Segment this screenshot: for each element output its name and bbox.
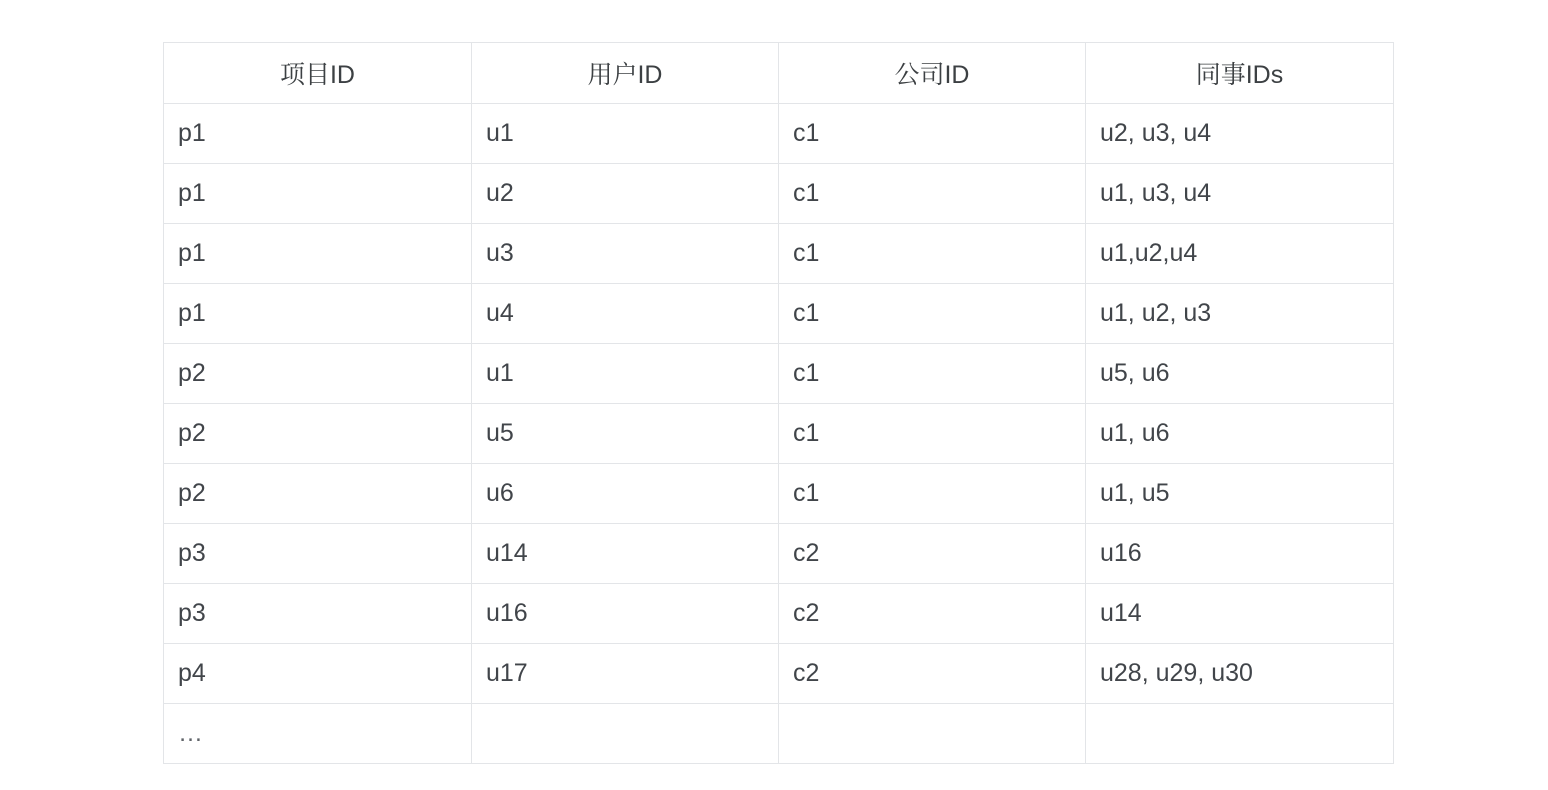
cell-project-id: p1 bbox=[164, 284, 472, 344]
table-row bbox=[164, 644, 1394, 704]
cell-company-id: c2 bbox=[779, 584, 1086, 644]
cell-project-id: p3 bbox=[164, 584, 472, 644]
cell-company-id: c1 bbox=[779, 224, 1086, 284]
table-row bbox=[164, 464, 1394, 524]
table-header-row bbox=[164, 43, 1394, 104]
column-header-user-id: 用户ID bbox=[472, 43, 779, 104]
cell-user-id: u2 bbox=[472, 164, 779, 224]
cell-company-id: c1 bbox=[779, 404, 1086, 464]
cell-project-id: p1 bbox=[164, 164, 472, 224]
cell-project-id: p1 bbox=[164, 104, 472, 164]
table-body bbox=[164, 104, 1394, 764]
column-header-company-id: 公司ID bbox=[779, 43, 1086, 104]
cell-project-id: p4 bbox=[164, 644, 472, 704]
table-row bbox=[164, 704, 1394, 764]
cell-company-id bbox=[779, 704, 1086, 764]
cell-user-id bbox=[472, 704, 779, 764]
cell-colleague-ids: u1, u5 bbox=[1086, 464, 1394, 524]
cell-user-id: u5 bbox=[472, 404, 779, 464]
table-row bbox=[164, 344, 1394, 404]
cell-project-id: p1 bbox=[164, 224, 472, 284]
table-header bbox=[164, 43, 1394, 104]
cell-colleague-ids: u28, u29, u30 bbox=[1086, 644, 1394, 704]
cell-colleague-ids: u2, u3, u4 bbox=[1086, 104, 1394, 164]
table-row bbox=[164, 524, 1394, 584]
cell-project-id: p3 bbox=[164, 524, 472, 584]
cell-company-id: c1 bbox=[779, 464, 1086, 524]
cell-user-id: u3 bbox=[472, 224, 779, 284]
cell-colleague-ids: u1, u6 bbox=[1086, 404, 1394, 464]
cell-user-id: u1 bbox=[472, 344, 779, 404]
data-table bbox=[163, 42, 1394, 764]
cell-user-id: u17 bbox=[472, 644, 779, 704]
table-row bbox=[164, 584, 1394, 644]
cell-project-id: p2 bbox=[164, 464, 472, 524]
cell-colleague-ids: u5, u6 bbox=[1086, 344, 1394, 404]
cell-project-id: p2 bbox=[164, 344, 472, 404]
cell-colleague-ids bbox=[1086, 704, 1394, 764]
cell-colleague-ids: u1,u2,u4 bbox=[1086, 224, 1394, 284]
cell-project-id: p2 bbox=[164, 404, 472, 464]
cell-company-id: c2 bbox=[779, 644, 1086, 704]
table-row bbox=[164, 284, 1394, 344]
cell-colleague-ids: u14 bbox=[1086, 584, 1394, 644]
table-row bbox=[164, 224, 1394, 284]
cell-company-id: c1 bbox=[779, 284, 1086, 344]
table-row bbox=[164, 104, 1394, 164]
cell-colleague-ids: u1, u2, u3 bbox=[1086, 284, 1394, 344]
table-container bbox=[163, 42, 1393, 764]
cell-user-id: u14 bbox=[472, 524, 779, 584]
cell-colleague-ids: u1, u3, u4 bbox=[1086, 164, 1394, 224]
cell-company-id: c1 bbox=[779, 344, 1086, 404]
column-header-project-id: 项目ID bbox=[164, 43, 472, 104]
cell-company-id: c1 bbox=[779, 104, 1086, 164]
cell-colleague-ids: u16 bbox=[1086, 524, 1394, 584]
table-row bbox=[164, 164, 1394, 224]
column-header-colleague-ids: 同事IDs bbox=[1086, 43, 1394, 104]
cell-user-id: u4 bbox=[472, 284, 779, 344]
cell-user-id: u1 bbox=[472, 104, 779, 164]
cell-company-id: c2 bbox=[779, 524, 1086, 584]
cell-user-id: u6 bbox=[472, 464, 779, 524]
cell-user-id: u16 bbox=[472, 584, 779, 644]
table-row bbox=[164, 404, 1394, 464]
cell-project-id: … bbox=[164, 704, 472, 764]
cell-company-id: c1 bbox=[779, 164, 1086, 224]
